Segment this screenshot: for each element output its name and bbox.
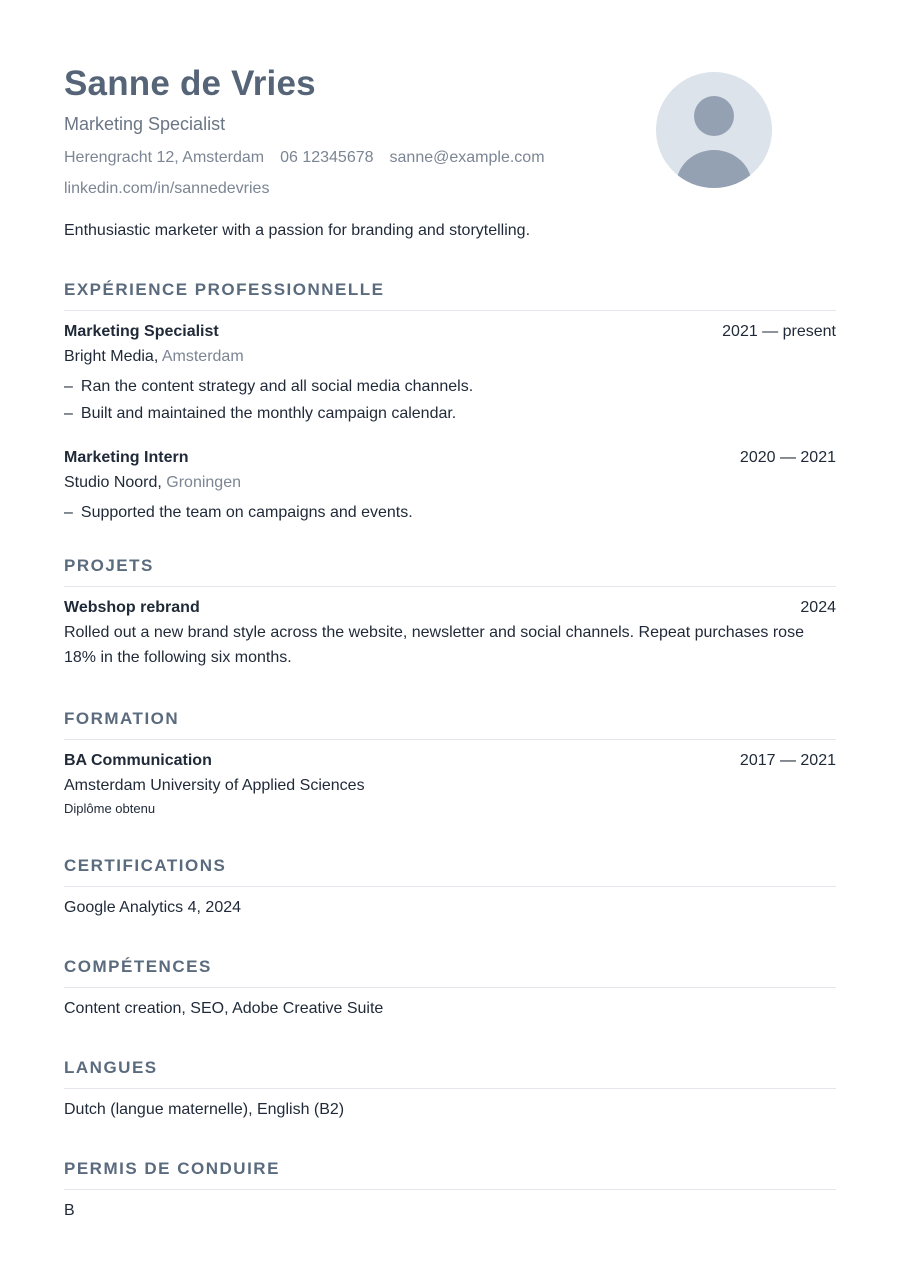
experience-company-line: Bright Media, Amsterdam xyxy=(64,348,244,365)
certifications-text: Google Analytics 4, 2024 xyxy=(64,899,242,916)
section-title-certifications: CERTIFICATIONS xyxy=(64,855,836,887)
experience-dates: 2020 — 2021 xyxy=(739,449,836,466)
experience-role: Marketing Specialist xyxy=(64,323,219,340)
experience-bullets xyxy=(64,377,836,424)
education-dates: 2017 — 2021 xyxy=(739,752,836,769)
experience-bullets xyxy=(64,503,836,523)
experience-city: Amsterdam xyxy=(161,348,244,365)
list-item: – Supported the team on campaigns and events. xyxy=(64,504,413,521)
experience-company: Bright Media xyxy=(64,348,154,365)
project-entry xyxy=(64,598,836,670)
experience-role: Marketing Intern xyxy=(64,449,189,466)
education-entry xyxy=(64,751,836,817)
education-school: Amsterdam University of Applied Sciences xyxy=(64,777,365,794)
certifications-section xyxy=(64,855,836,918)
education-degree: BA Communication xyxy=(64,752,212,769)
user-silhouette-icon xyxy=(656,72,772,188)
education-section xyxy=(64,708,836,817)
section-title-experience: EXPÉRIENCE PROFESSIONNELLE xyxy=(64,279,836,311)
address-text: Herengracht 12, Amsterdam xyxy=(64,149,265,166)
phone-text: 06 12345678 xyxy=(280,149,374,166)
person-name: Sanne de Vries xyxy=(64,64,316,103)
experience-entry xyxy=(64,448,836,523)
list-item: – Ran the content strategy and all social media channels. xyxy=(64,378,474,395)
linkedin-link[interactable]: linkedin.com/in/sannedevries xyxy=(64,180,270,197)
experience-city: Groningen xyxy=(166,474,241,491)
avatar xyxy=(656,72,772,188)
license-text: B xyxy=(64,1202,75,1219)
projects-section xyxy=(64,555,836,670)
languages-text: Dutch (langue maternelle), English (B2) xyxy=(64,1101,345,1118)
experience-company: Studio Noord xyxy=(64,474,158,491)
project-year: 2024 xyxy=(800,599,836,616)
section-title-skills: COMPÉTENCES xyxy=(64,956,836,988)
job-title: Marketing Specialist xyxy=(64,114,226,134)
profile-summary: Enthusiastic marketer with a passion for branding and storytelling. xyxy=(64,222,531,239)
license-section xyxy=(64,1158,836,1221)
list-item: – Built and maintained the monthly campaign calendar. xyxy=(64,405,457,422)
experience-entry xyxy=(64,322,836,424)
experience-dates: 2021 — present xyxy=(722,323,836,340)
email-link[interactable]: sanne@example.com xyxy=(389,149,545,166)
languages-section xyxy=(64,1057,836,1120)
experience-company-line: Studio Noord, Groningen xyxy=(64,474,241,491)
education-note: Diplôme obtenu xyxy=(64,801,156,816)
section-title-license: PERMIS DE CONDUIRE xyxy=(64,1158,836,1190)
experience-section xyxy=(64,279,836,523)
section-title-languages: LANGUES xyxy=(64,1057,836,1089)
skills-section xyxy=(64,956,836,1019)
skills-text: Content creation, SEO, Adobe Creative Suite xyxy=(64,1000,384,1017)
section-title-education: FORMATION xyxy=(64,708,836,740)
section-title-projects: PROJETS xyxy=(64,555,836,587)
project-name: Webshop rebrand xyxy=(64,599,200,616)
project-description: Rolled out a new brand style across the website, newsletter and social channels. Repeat purchases rose 18% in the following six months. xyxy=(64,624,804,666)
resume-header xyxy=(64,0,836,241)
